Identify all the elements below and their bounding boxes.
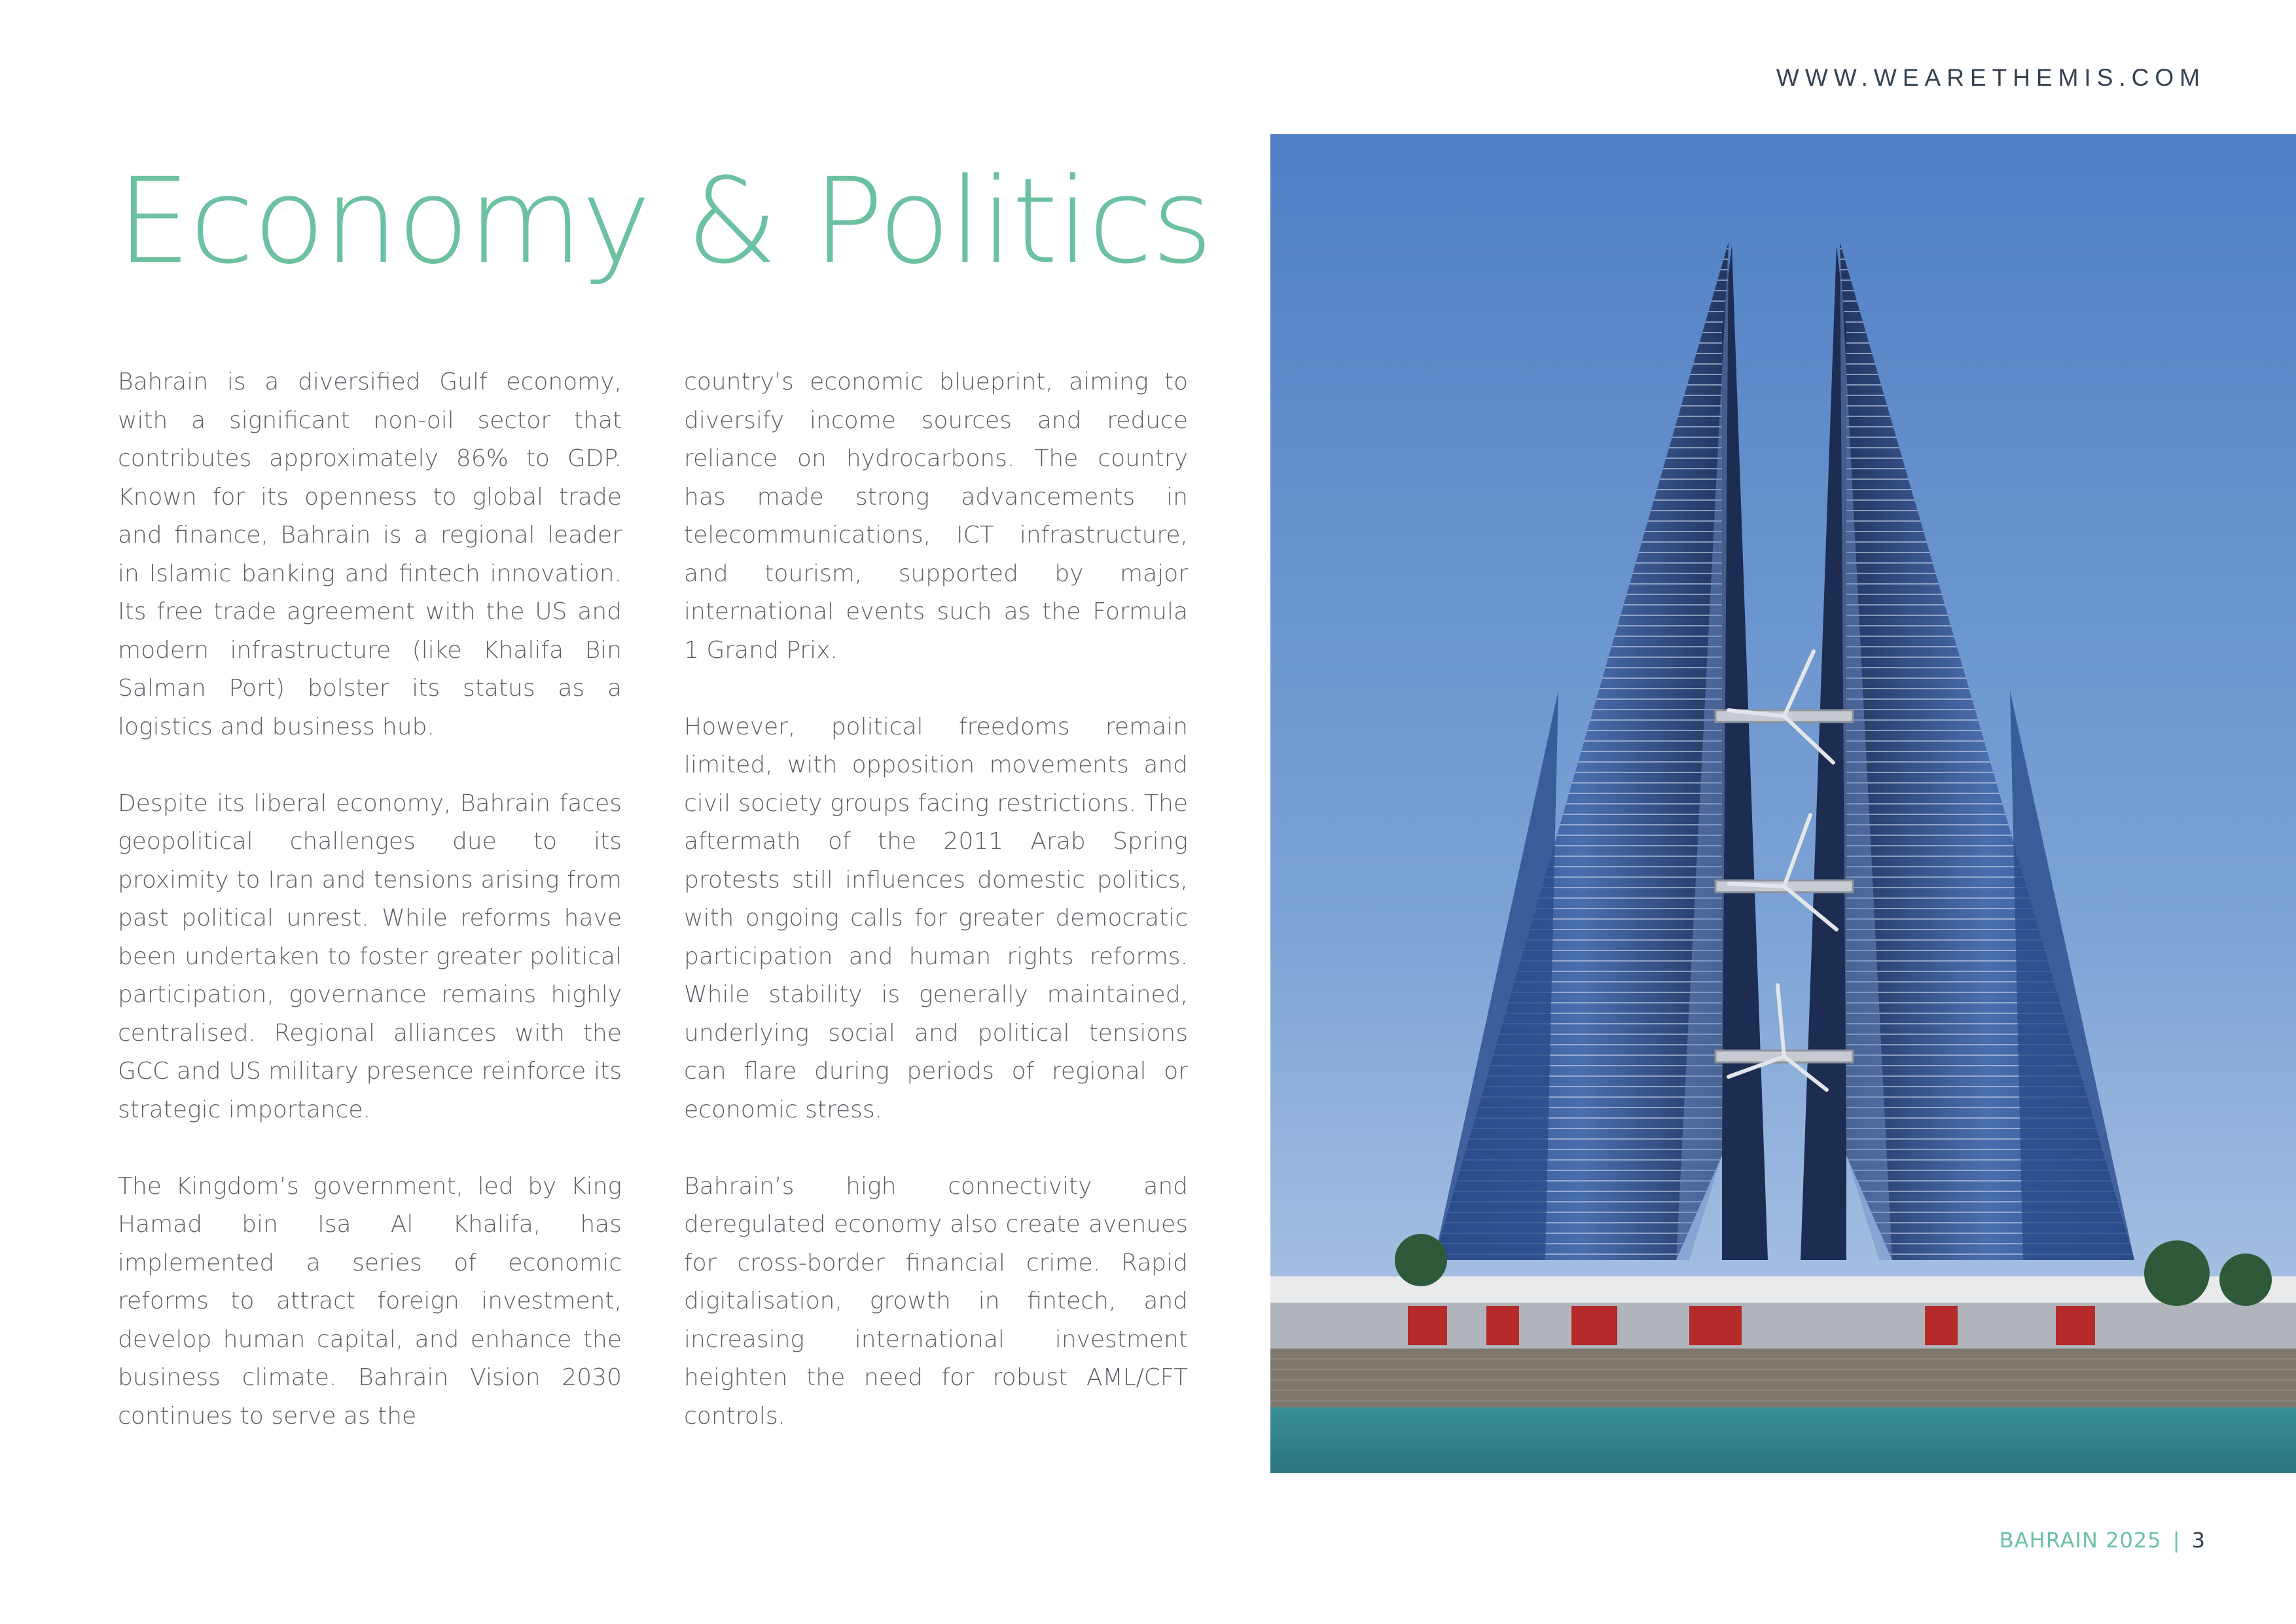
page-number: 3 <box>2191 1528 2206 1553</box>
paragraph: Bahrain’s high connectivity and deregulated economy also create avenues for cross-border financial crime. Rapid digitalisation, growth in fintech, and increasing international investment heighten the need for robust AML/CFT controls. <box>684 1172 1188 1430</box>
text-column-left <box>118 363 622 1474</box>
footer-separator: | <box>2172 1528 2181 1553</box>
site-url: WWW.WEARETHEMIS.COM <box>1776 64 2206 91</box>
paragraph: country’s economic blueprint, aiming to diversify income sources and reduce reliance on hydrocarbons. The country has made strong advancements in telecommunications, ICT infrastructure, and tourism, supported by major international events such as the Formula 1 Grand Prix. <box>684 369 1188 664</box>
page-title: Economy & Politics <box>117 153 1212 290</box>
paragraph: The Kingdom’s government, led by King Hamad bin Isa Al Khalifa, has implemented a series of economic reforms to attract foreign investment, develop human capital, and enhance the business climate. Bahrain Vision 2030 continues to serve as the <box>118 1172 622 1430</box>
bahrain-world-trade-center-photo <box>1270 134 2296 1473</box>
paragraph: Bahrain is a diversified Gulf economy, with a significant non-oil sector that contributes approximately 86% to GDP. Known for its openness to global trade and finance, Bahrain is a regional leader in Islamic banking and fintech innovation. Its free trade agreement with the US and modern infrastructure (like Khalifa Bin Salman Port) bolster its status as a logistics and business hub. <box>118 369 622 740</box>
text-column-right <box>684 363 1188 1474</box>
page-footer <box>2000 1528 2206 1553</box>
paragraph: However, political freedoms remain limited, with opposition movements and civil society groups facing restrictions. The aftermath of the 2011 Arab Spring protests still influences domestic politics, with ongoing calls for greater democratic participation and human rights reforms. While stability is generally maintained, underlying social and political tensions can flare during periods of regional or economic stress. <box>684 713 1188 1123</box>
paragraph: Despite its liberal economy, Bahrain faces geopolitical challenges due to its proximity to Iran and tensions arising from past political unrest. While reforms have been undertaken to foster greater political participation, governance remains highly centralised. Regional alliances with the GCC and US military presence reinforce its strategic importance. <box>118 789 622 1123</box>
footer-label: BAHRAIN 2025 <box>1999 1528 2162 1553</box>
